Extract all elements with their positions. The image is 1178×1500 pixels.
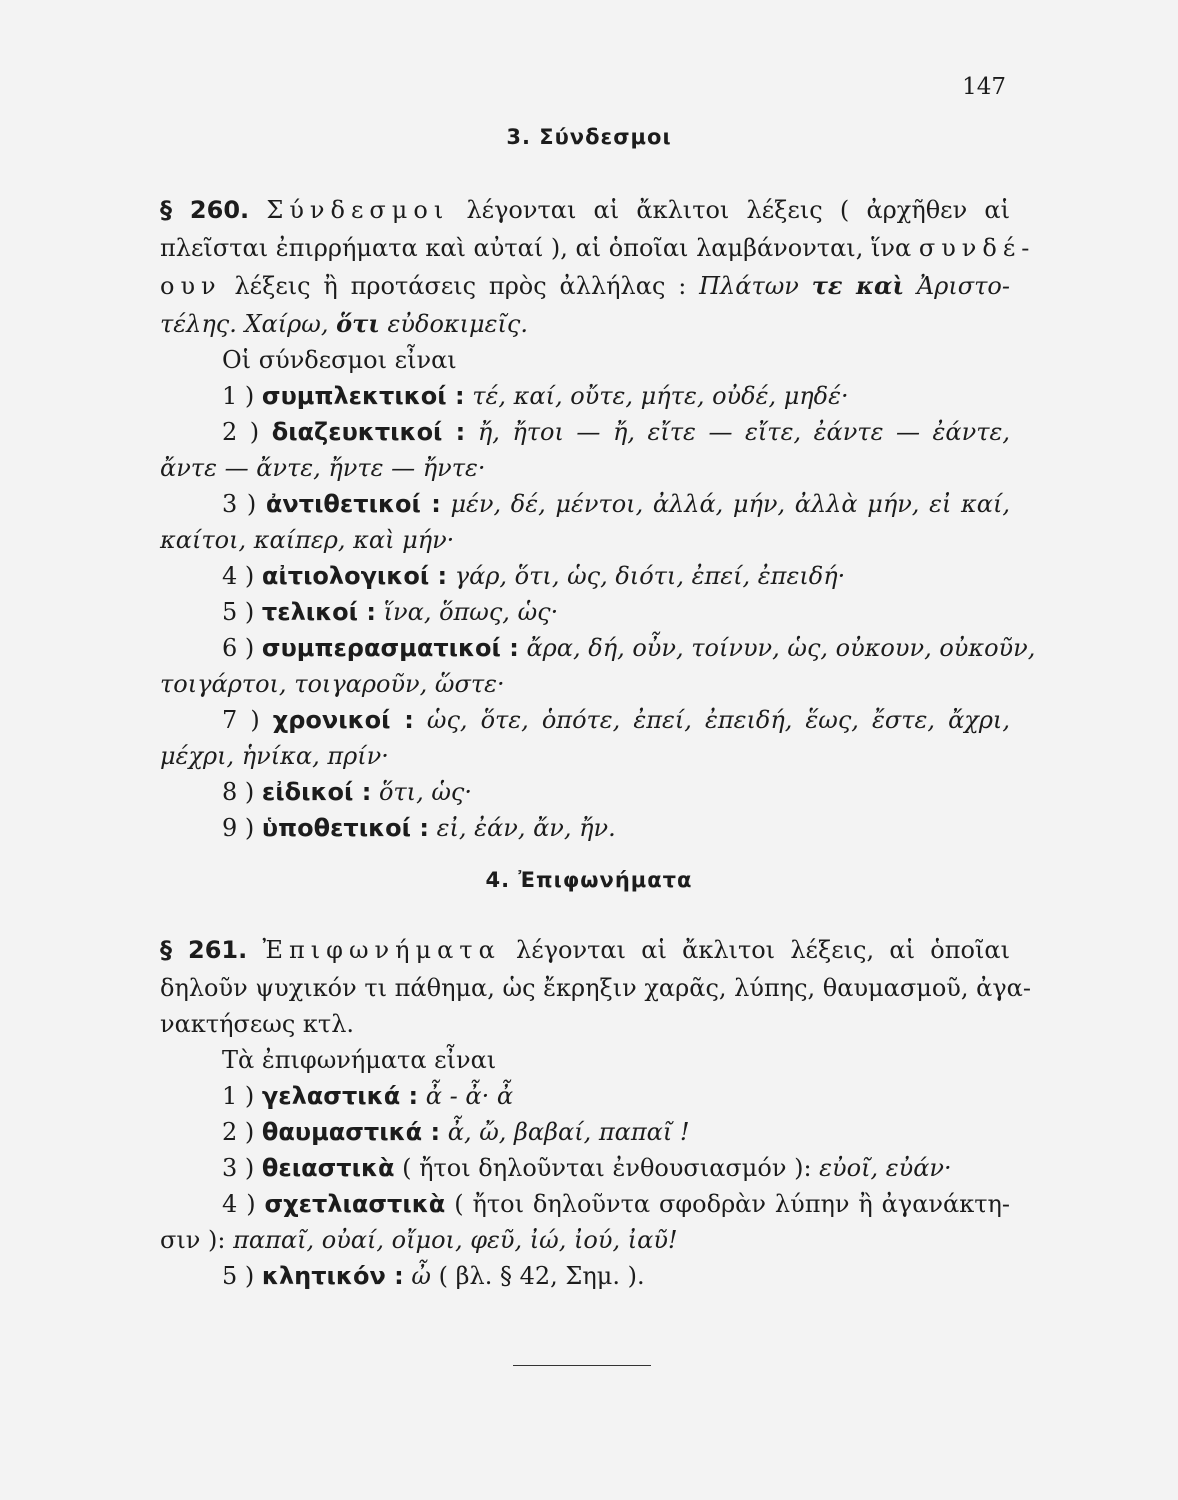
paragraph-261-line-3: νακτήσεως κτλ. bbox=[160, 1010, 355, 1038]
list-item bbox=[222, 1184, 1010, 1224]
example-conjunction: ὅτι bbox=[336, 309, 380, 338]
item-label: εἰδικοί : bbox=[261, 778, 372, 806]
item-label: ὑποθετικοί : bbox=[261, 814, 429, 842]
item-number: 5 ) bbox=[222, 1262, 255, 1290]
example-text: τέλης. Χαίρω, bbox=[160, 310, 329, 338]
item-examples: ὦ bbox=[411, 1262, 431, 1290]
item-examples: καίτοι, καίπερ, καὶ μήν· bbox=[160, 526, 455, 554]
example-conjunction: τε καὶ bbox=[811, 271, 905, 300]
defined-term: Σύνδεσμοι bbox=[266, 196, 450, 224]
item-label: κλητικόν : bbox=[261, 1262, 404, 1290]
text: λέξεις ἢ προτάσεις πρὸς ἀλλήλας : bbox=[234, 272, 687, 300]
list-item bbox=[222, 592, 1010, 632]
list-item bbox=[222, 1112, 1010, 1152]
list-item bbox=[222, 1076, 1010, 1116]
item-number: 1 ) bbox=[222, 1082, 255, 1110]
item-examples: ἤ, ἤτοι — ἤ, εἴτε — εἴτε, ἐάντε — ἐάντε, bbox=[477, 418, 1010, 446]
end-rule bbox=[513, 1365, 651, 1366]
page-number: 147 bbox=[962, 74, 1006, 100]
item-examples: ἵνα, ὅπως, ὡς· bbox=[383, 598, 559, 626]
paragraph-260-line-3 bbox=[160, 266, 1010, 306]
item-note: ( ἤτοι δηλοῦνται ἐνθουσιασμόν ): bbox=[402, 1154, 812, 1182]
item-number: 9 ) bbox=[222, 814, 255, 842]
item-examples: γάρ, ὅτι, ὡς, διότι, ἐπεί, ἐπειδή· bbox=[454, 562, 846, 590]
list-item bbox=[222, 556, 1010, 596]
item-note: σιν ): bbox=[160, 1226, 226, 1254]
item-label: θειαστικὰ bbox=[261, 1154, 395, 1182]
example-text: Ἀριστο- bbox=[916, 272, 1010, 300]
item-note: ( βλ. § 42, Σημ. ). bbox=[438, 1262, 645, 1290]
paragraph-260-line-2 bbox=[160, 228, 1036, 268]
item-examples: ὡς, ὅτε, ὁπότε, ἐπεί, ἐπειδή, ἕως, ἔστε, ἄχρι, bbox=[426, 706, 1010, 734]
item-label: συμπερασματικοί : bbox=[261, 634, 519, 662]
list-item-continuation bbox=[160, 520, 1010, 560]
defined-term: Ἐπιφωνήματα bbox=[262, 936, 501, 964]
item-number: 6 ) bbox=[222, 634, 255, 662]
item-examples: μέν, δέ, μέντοι, ἀλλά, μήν, ἀλλὰ μήν, εἰ καί, bbox=[450, 490, 1010, 518]
spaced-term: ουν bbox=[160, 272, 222, 300]
list-item bbox=[222, 808, 1010, 848]
item-number: 1 ) bbox=[222, 382, 255, 410]
section-heading-interjections: 4. Ἐπιφωνήματα bbox=[485, 868, 693, 892]
paragraph-number: § 261. bbox=[160, 936, 248, 964]
item-number: 7 ) bbox=[222, 706, 260, 734]
item-note: ( ἤτοι δηλοῦντα σφοδρὰν λύπην ἢ ἀγανάκτη- bbox=[454, 1190, 1010, 1218]
paragraph-261-line-2: δηλοῦν ψυχικόν τι πάθημα, ὡς ἔκρηξιν χαρᾶς, λύπης, θαυμασμοῦ, ἀγα- bbox=[160, 974, 1031, 1002]
item-number: 8 ) bbox=[222, 778, 255, 806]
interjections-intro: Τὰ ἐπιφωνήματα εἶναι bbox=[222, 1046, 497, 1074]
list-item bbox=[222, 412, 1010, 452]
item-label: γελαστικά : bbox=[261, 1082, 419, 1110]
list-item bbox=[222, 700, 1010, 740]
item-number: 4 ) bbox=[222, 1190, 256, 1218]
item-examples: εὐοῖ, εὐάν· bbox=[819, 1154, 952, 1182]
list-item-continuation bbox=[160, 448, 1010, 488]
conjunctions-intro: Οἱ σύνδεσμοι εἶναι bbox=[222, 346, 457, 374]
item-label: τελικοί : bbox=[261, 598, 376, 626]
item-examples: εἰ, ἐάν, ἄν, ἤν. bbox=[436, 814, 616, 842]
list-item bbox=[222, 1148, 1010, 1188]
list-item bbox=[222, 376, 1010, 416]
list-item-continuation bbox=[160, 1220, 1010, 1260]
section-heading-conjunctions: 3. Σύνδεσμοι bbox=[506, 125, 672, 149]
item-number: 3 ) bbox=[222, 490, 257, 518]
item-label: ἀντιθετικοί : bbox=[265, 490, 441, 518]
example-text: Πλάτων bbox=[699, 272, 799, 300]
item-examples: ἆ, ὤ, βαβαί, παπαῖ ! bbox=[447, 1118, 690, 1146]
list-item bbox=[222, 628, 1036, 668]
item-examples: παπαῖ, οὐαί, οἴμοι, φεῦ, ἰώ, ἰού, ἰαῦ! bbox=[233, 1226, 678, 1254]
item-number: 5 ) bbox=[222, 598, 255, 626]
text: λέγονται αἱ ἄκλιτοι λέξεις ( ἀρχῆθεν αἱ bbox=[466, 196, 1010, 224]
item-number: 4 ) bbox=[222, 562, 255, 590]
paragraph-261-line-1 bbox=[160, 930, 1010, 970]
item-number: 3 ) bbox=[222, 1154, 255, 1182]
item-examples: μέχρι, ἡνίκα, πρίν· bbox=[160, 742, 389, 770]
list-item-continuation bbox=[160, 736, 1010, 776]
list-item-continuation bbox=[160, 664, 1010, 704]
item-label: θαυμαστικά : bbox=[261, 1118, 441, 1146]
text: λέγονται αἱ ἄκλιτοι λέξεις, αἱ ὁποῖαι bbox=[516, 936, 1010, 964]
spaced-term: συνδέ- bbox=[918, 234, 1036, 262]
item-examples: ἆ - ἆ· ἆ bbox=[425, 1082, 514, 1110]
item-label: χρονικοί : bbox=[272, 706, 414, 734]
list-item bbox=[222, 1256, 1010, 1296]
item-label: σχετλιαστικὰ bbox=[264, 1190, 446, 1218]
item-examples: τοιγάρτοι, τοιγαροῦν, ὥστε· bbox=[160, 670, 505, 698]
paragraph-260-line-1 bbox=[160, 190, 1010, 230]
example-text: εὐδοκιμεῖς. bbox=[387, 310, 529, 338]
item-number: 2 ) bbox=[222, 1118, 255, 1146]
paragraph-number: § 260. bbox=[160, 196, 250, 224]
text: πλεῖσται ἐπιρρήματα καὶ αὐταί ), αἱ ὁποῖαι λαμβάνονται, ἵνα bbox=[160, 234, 912, 262]
list-item bbox=[222, 772, 1010, 812]
item-number: 2 ) bbox=[222, 418, 260, 446]
item-label: συμπλεκτικοί : bbox=[261, 382, 465, 410]
item-examples: τέ, καί, οὔτε, μήτε, οὐδέ, μηδέ· bbox=[472, 382, 849, 410]
item-label: διαζευκτικοί : bbox=[271, 418, 466, 446]
paragraph-260-line-4 bbox=[160, 304, 1010, 344]
item-examples: ἄντε — ἄντε, ἤντε — ἤντε· bbox=[160, 454, 486, 482]
list-item bbox=[222, 484, 1010, 524]
item-examples: ἄρα, δή, οὖν, τοίνυν, ὡς, οὐκουν, οὐκοῦν, bbox=[526, 634, 1036, 662]
item-examples: ὅτι, ὡς· bbox=[378, 778, 472, 806]
item-label: αἰτιολογικοί : bbox=[261, 562, 448, 590]
